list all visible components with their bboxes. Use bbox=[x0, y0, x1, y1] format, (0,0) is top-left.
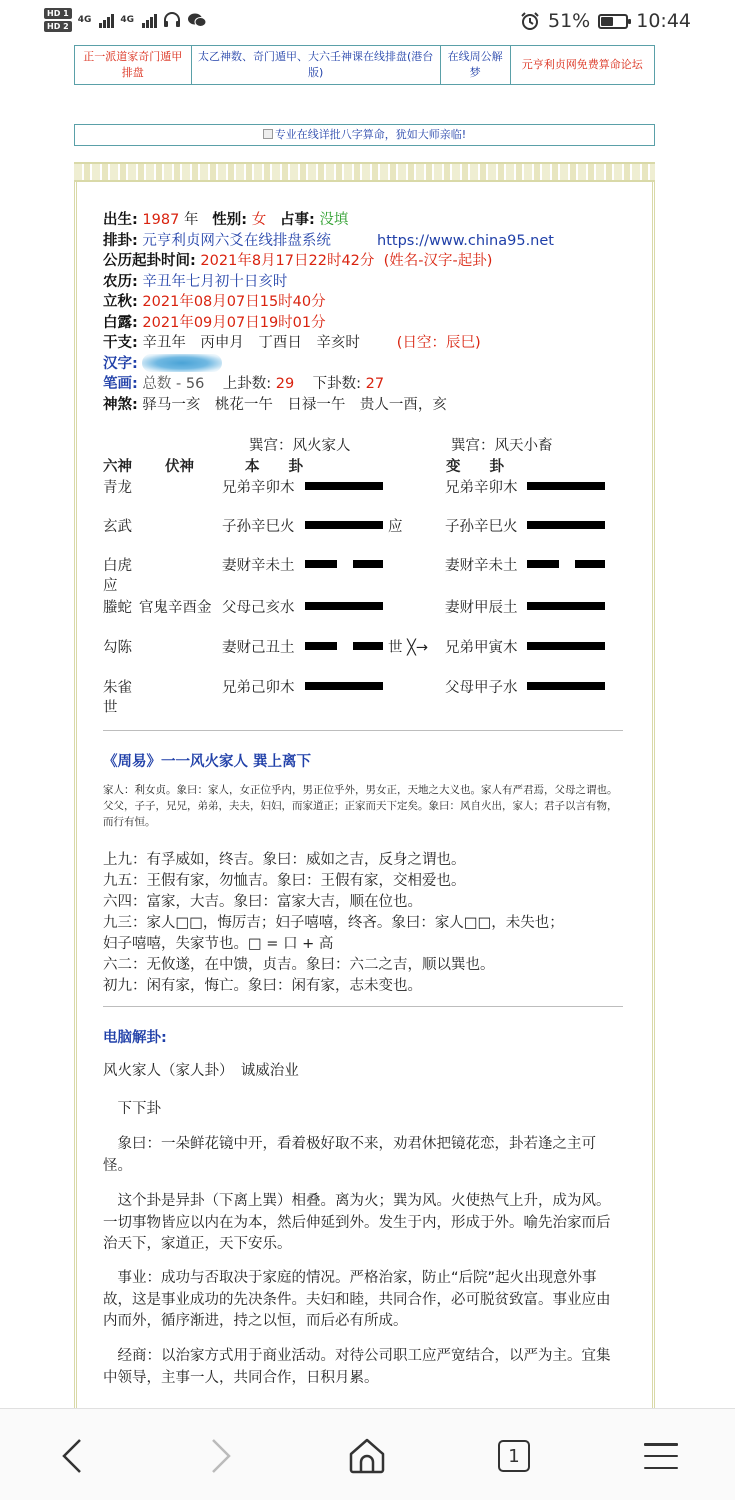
menu-icon bbox=[644, 1443, 678, 1469]
yang-line bbox=[527, 682, 605, 690]
yao-row-5 bbox=[103, 636, 623, 656]
yao-row-4 bbox=[103, 596, 623, 616]
redacted-name-blur bbox=[142, 354, 222, 372]
bihua-upper-value: 29 bbox=[275, 376, 295, 392]
yao-row-1 bbox=[103, 476, 623, 496]
liushen-cell: 白虎 bbox=[103, 558, 132, 574]
wechat-icon bbox=[187, 12, 207, 28]
jiegua-paragraph: 事业：成功与否取决于家庭的情况。严格治家，防止“后院”起火出现意外事故，这是事业成功的先决条件。夫妇和睦，共同合作，必可脱贫致富。事业应由内而外，循序渐进，持之以恒，而后必有所成。 bbox=[103, 1270, 611, 1329]
system-link[interactable]: 元亨利贞网六爻在线排盘系统 bbox=[142, 232, 331, 249]
jiegua-paragraph: 风火家人（家人卦） 诚威治业 bbox=[103, 1063, 299, 1079]
signal1-icon bbox=[99, 12, 114, 28]
birth-row bbox=[103, 210, 623, 231]
status-right bbox=[520, 10, 691, 32]
jiegua-paragraph: 象曰：一朵鲜花镜中开，看着极好取不来，劝君休把镜花恋，卦若逢之主可怪。 bbox=[103, 1136, 596, 1174]
palace-row bbox=[103, 434, 623, 454]
matter-value: 没填 bbox=[319, 212, 349, 228]
liushen-cell: 玄武 bbox=[103, 519, 132, 535]
top-links-table bbox=[74, 45, 655, 85]
bian-yao-cell: 子孙辛巳火 bbox=[445, 519, 518, 535]
jiegua-paragraph: 经商：以治家方式用于商业活动。对待公司职工应严宽结合，以严为主。宜集中领导，主事一人，共同合作，日积月累。 bbox=[103, 1348, 611, 1386]
link-suanming-forum[interactable]: 元亨利贞网免费算命论坛 bbox=[521, 58, 643, 71]
ganzhi-label: 干支: bbox=[103, 335, 138, 351]
ben-palace: 巽宫：风火家人 bbox=[249, 438, 351, 454]
bihua-label: 笔画: bbox=[103, 376, 138, 392]
yang-line bbox=[527, 642, 605, 650]
signal2-icon bbox=[142, 12, 157, 28]
zhouyi-title: 《周易》一一风火家人 巽上离下 bbox=[103, 754, 312, 770]
yang-line bbox=[305, 521, 383, 529]
hd2-badge: HD 2 bbox=[44, 21, 72, 32]
alarm-icon bbox=[520, 11, 540, 31]
yang-line bbox=[527, 602, 605, 610]
liqiu-value: 2021年08月07日15时40分 bbox=[142, 294, 326, 310]
time-row bbox=[103, 251, 623, 272]
header-row bbox=[103, 455, 623, 475]
yao-lines bbox=[103, 850, 623, 997]
yao-line: 九五：王假有家，勿恤吉。象曰：王假有家，交相爱也。 bbox=[103, 873, 466, 889]
bailu-row bbox=[103, 313, 623, 334]
shensha-row bbox=[103, 395, 623, 416]
ying-mark: 应 bbox=[388, 519, 403, 535]
yang-line bbox=[305, 482, 383, 490]
shi-mark-wrap: 世 bbox=[103, 700, 118, 716]
header-liushen: 六神 bbox=[103, 459, 132, 475]
jiegua-paragraph: 这个卦是异卦（下离上巽）相叠。离为火；巽为风。火使热气上升，成为风。一切事物皆应以内在为本，然后伸延到外。发生于内，形成于外。喻先治家而后治天下，家道正，天下安乐。 bbox=[103, 1193, 611, 1252]
yao-line: 初九：闲有家，悔亡。象曰：闲有家，志未变也。 bbox=[103, 978, 422, 994]
status-left bbox=[44, 8, 207, 32]
link-taiyi-shenshu[interactable]: 太乙神数、奇门遁甲、大六壬神课在线排盘(港台版) bbox=[192, 46, 441, 84]
yao-line: 九三：家人□□，悔厉吉；妇子嘻嘻，终吝。象曰：家人□□，未失也； bbox=[103, 915, 564, 931]
shi-moving-mark: 世 ╳→ bbox=[388, 640, 428, 656]
battery-percent: 51% bbox=[548, 10, 591, 32]
browser-bottom-nav bbox=[0, 1408, 735, 1500]
clock: 10:44 bbox=[636, 10, 691, 32]
headphones-icon bbox=[163, 12, 181, 28]
bihua-lower-value: 27 bbox=[365, 376, 385, 392]
yin-line-right bbox=[353, 642, 383, 650]
forward-button[interactable] bbox=[195, 1431, 245, 1481]
header-ben: 本 卦 bbox=[245, 459, 303, 475]
yin-line-left bbox=[305, 642, 337, 650]
yin-line-left bbox=[527, 560, 559, 568]
liushen-cell: 螣蛇 bbox=[103, 600, 132, 616]
header-fushen: 伏神 bbox=[165, 459, 194, 475]
ganzhi-value: 辛丑年 丙申月 丁酉日 辛亥时 bbox=[142, 335, 360, 351]
banner-alt-text: 专业在线详批八字算命，犹如大师亲临! bbox=[274, 128, 467, 141]
bian-yao-cell: 妻财甲辰土 bbox=[445, 600, 518, 616]
yao-line: 六四：富家，大吉。象曰：富家大吉，顺在位也。 bbox=[103, 894, 422, 910]
yao-line: 六二：无攸遂，在中馈，贞吉。象曰：六二之吉，顺以巽也。 bbox=[103, 957, 495, 973]
link-zhougong-jiemeng[interactable]: 在线周公解梦 bbox=[441, 46, 511, 84]
yao-line: 上九：有孚威如，终吉。象曰：威如之吉，反身之谓也。 bbox=[103, 852, 466, 868]
lunar-row bbox=[103, 272, 623, 293]
yang-line bbox=[527, 482, 605, 490]
gender-label: 性别: bbox=[212, 212, 248, 228]
battery-fill bbox=[601, 17, 613, 26]
yin-line-left bbox=[305, 560, 337, 568]
ben-yao-cell: 父母己亥水 bbox=[222, 600, 295, 616]
birth-year: 1987 bbox=[142, 212, 180, 228]
bazi-banner[interactable] bbox=[74, 124, 655, 146]
bian-yao-cell: 兄弟甲寅木 bbox=[445, 640, 518, 656]
yin-line-right bbox=[575, 560, 605, 568]
broken-image-icon bbox=[263, 129, 273, 139]
home-icon bbox=[347, 1436, 387, 1476]
back-button[interactable] bbox=[48, 1431, 98, 1481]
time-note: (姓名-汉字-起卦) bbox=[383, 253, 493, 269]
bihua-upper-label: 上卦数: bbox=[222, 376, 272, 392]
paigua-row bbox=[103, 231, 623, 252]
liushen-cell: 青龙 bbox=[103, 480, 132, 496]
liushen-cell: 朱雀 bbox=[103, 680, 132, 696]
divider bbox=[103, 1006, 623, 1007]
lunar-label: 农历: bbox=[103, 273, 138, 290]
site-url-link[interactable]: https://www.china95.net bbox=[377, 232, 554, 249]
matter-label: 占事: bbox=[280, 212, 315, 228]
bian-yao-cell: 妻财辛未土 bbox=[445, 558, 518, 574]
shensha-value: 驿马一亥 桃花一午 日禄一午 贵人一酉，亥 bbox=[142, 396, 447, 413]
link-qimen-dunjia[interactable]: 正一派道家奇门遁甲排盘 bbox=[75, 46, 192, 84]
menu-button[interactable] bbox=[636, 1431, 686, 1481]
battery-icon bbox=[598, 14, 628, 29]
bian-palace: 巽宫：风天小畜 bbox=[451, 438, 553, 454]
hd-indicators bbox=[44, 8, 72, 32]
birth-label: 出生: bbox=[103, 212, 138, 228]
info-block bbox=[103, 210, 623, 415]
lunar-value: 辛丑年七月初十日亥时 bbox=[142, 273, 288, 290]
gender-value: 女 bbox=[251, 212, 267, 228]
rikong-value: (日空：辰巳) bbox=[396, 335, 481, 351]
yao-row-6-extra bbox=[103, 696, 623, 716]
hanzi-label: 汉字: bbox=[103, 355, 138, 372]
zhouyi-text: 家人：利女贞。象曰：家人，女正位乎内，男正位乎外，男女正，天地之大义也。家人有严君焉，父母之谓也。父父，子子，兄兄，弟弟，夫夫，妇妇，而家道正；正家而天下定矣。象曰：风自火出，家人；君子以言有物，而行有恒。 bbox=[103, 784, 618, 828]
header-bian: 变 卦 bbox=[446, 459, 504, 475]
tab-count: 1 bbox=[498, 1440, 530, 1472]
yao-row-3 bbox=[103, 554, 623, 574]
yao-row-2 bbox=[103, 515, 623, 535]
yang-line bbox=[527, 521, 605, 529]
jiegua-paragraph: 下下卦 bbox=[103, 1101, 161, 1117]
jiegua-title: 电脑解卦: bbox=[103, 1030, 167, 1046]
liqiu-label: 立秋: bbox=[103, 294, 138, 310]
bihua-total: 总数 - 56 bbox=[142, 376, 205, 392]
divider bbox=[103, 730, 623, 731]
ben-yao-cell: 兄弟辛卯木 bbox=[222, 480, 295, 496]
home-button[interactable] bbox=[342, 1431, 392, 1481]
bian-yao-cell: 父母甲子水 bbox=[445, 680, 518, 696]
shensha-label: 神煞: bbox=[103, 396, 138, 413]
year-unit: 年 bbox=[183, 212, 199, 228]
yao-row-6 bbox=[103, 676, 623, 696]
paigua-label: 排卦: bbox=[103, 232, 138, 249]
yang-line bbox=[305, 682, 383, 690]
yao-line: 妇子嘻嘻，失家节也。□ = 口 + 高 bbox=[103, 936, 334, 952]
hanzi-row bbox=[103, 354, 623, 375]
yang-line bbox=[305, 602, 383, 610]
ben-yao-cell: 妻财辛未土 bbox=[222, 558, 295, 574]
fushen-cell: 官鬼辛酉金 bbox=[139, 600, 212, 616]
bailu-value: 2021年09月07日19时01分 bbox=[142, 314, 326, 331]
yin-line-right bbox=[353, 560, 383, 568]
bian-yao-cell: 兄弟辛卯木 bbox=[445, 480, 518, 496]
tabs-button[interactable] bbox=[489, 1431, 539, 1481]
bihua-row bbox=[103, 374, 623, 395]
time-value: 2021年8月17日22时42分 bbox=[200, 253, 375, 269]
bailu-label: 白露: bbox=[103, 314, 138, 331]
status-bar bbox=[0, 0, 735, 44]
frame-top-border bbox=[74, 162, 655, 182]
liqiu-row bbox=[103, 292, 623, 313]
hd1-badge: HD 1 bbox=[44, 8, 72, 19]
net2-label: 4G bbox=[120, 15, 134, 25]
forward-icon bbox=[205, 1436, 235, 1476]
back-icon bbox=[58, 1436, 88, 1476]
liushen-cell: 勾陈 bbox=[103, 640, 132, 656]
bihua-lower-label: 下卦数: bbox=[312, 376, 362, 392]
ying-mark-wrap: 应 bbox=[103, 578, 118, 594]
yao-row-3-extra bbox=[103, 574, 623, 594]
ben-yao-cell: 妻财己丑土 bbox=[222, 640, 295, 656]
net1-label: 4G bbox=[77, 15, 92, 25]
ganzhi-row bbox=[103, 333, 623, 354]
ben-yao-cell: 兄弟己卯木 bbox=[222, 680, 295, 696]
time-label: 公历起卦时间: bbox=[103, 253, 196, 269]
ben-yao-cell: 子孙辛巳火 bbox=[222, 519, 295, 535]
